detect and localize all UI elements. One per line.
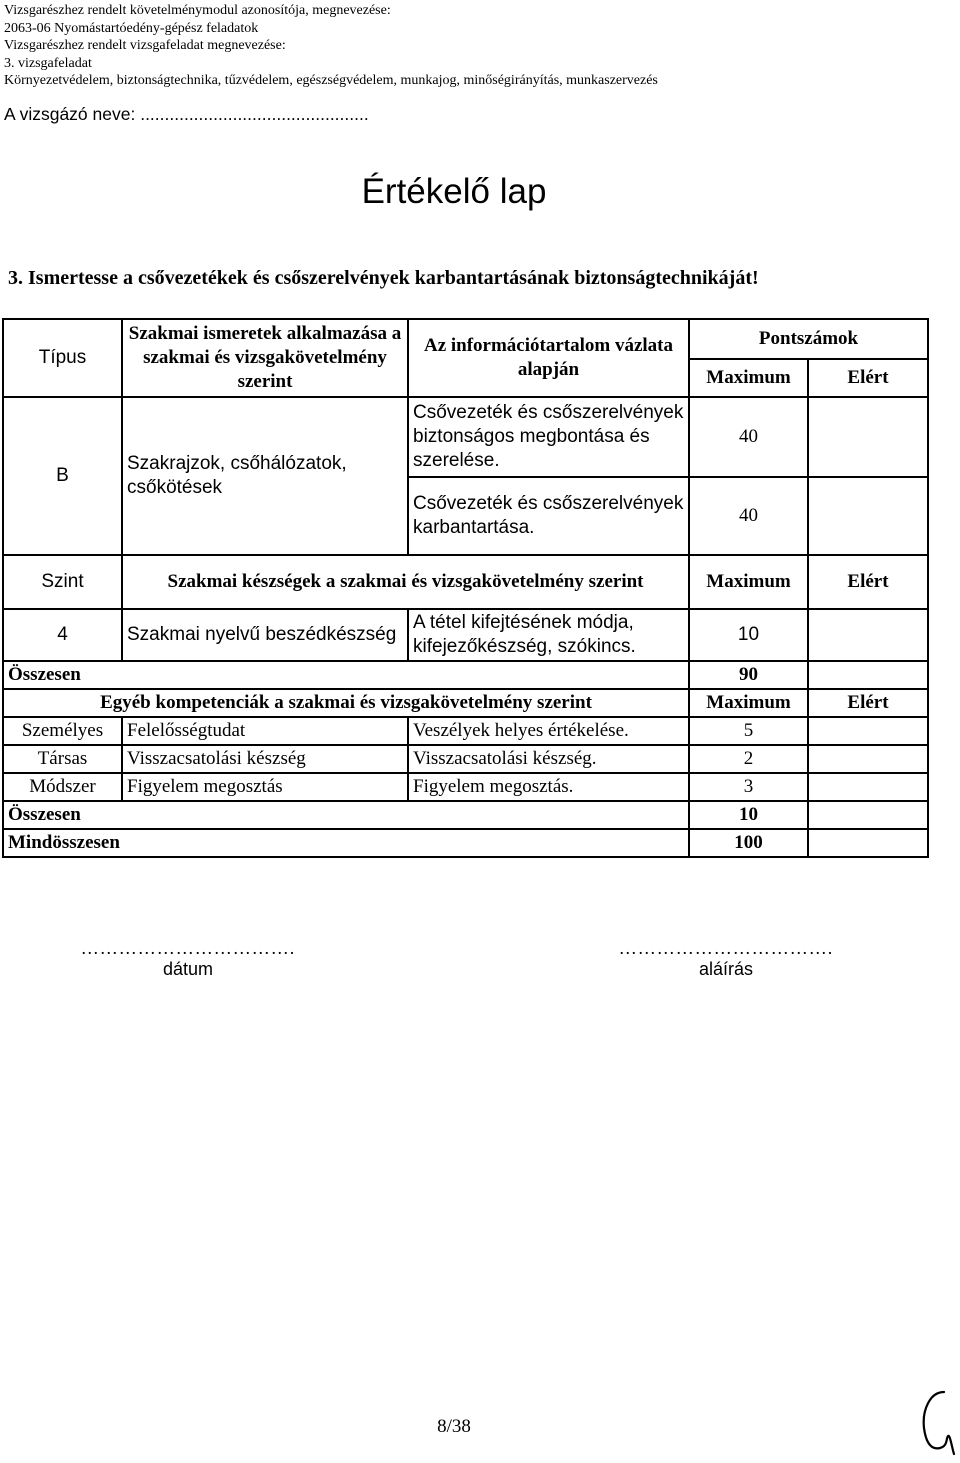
elert-cell [808,773,928,801]
content-cell: Visszacsatolási készség. [408,745,689,773]
subtotal-max: 90 [689,661,808,689]
elert-cell [808,717,928,745]
col-maximum-header: Maximum [689,359,808,397]
content-cell: Veszélyek helyes értékelése. [408,717,689,745]
subtotal-max: 10 [689,801,808,829]
header-line: Vizsgarészhez rendelt követelménymodul azonosítója, megnevezése: [4,3,391,18]
candidate-label: A vizsgázó neve: [4,104,136,124]
col-szakmai-ismeretek-header: Szakmai ismeretek alkalmazása a szakmai és vizsgakövetelmény szerint [122,319,408,397]
skills-head-row [3,555,928,609]
subtotal-row [3,801,928,829]
question-text: 3. Ismertesse a csővezetékek és csőszerelvények karbantartásának biztonságtechnikáját! [8,267,759,289]
other-competences-header: Egyéb kompetenciák a szakmai és vizsgakövetelmény szerint [3,689,689,717]
header-line: 2063-06 Nyomástartóedény-gépész feladatok [4,20,259,36]
handwritten-initial-icon [918,1388,956,1458]
competence-cell: Figyelem megosztás [122,773,408,801]
competence-cell: Visszacsatolási készség [122,745,408,773]
signature-block [598,938,854,980]
subtotal-label: Összesen [3,801,689,829]
max-cell: 5 [689,717,808,745]
skills-maximum-header: Maximum [689,555,808,609]
skills-elert-header: Elért [808,555,928,609]
level-cell: 4 [3,609,122,661]
max-cell: 10 [689,609,808,661]
signature-label: aláírás [698,959,754,979]
header-line: 3. vizsgafeladat [4,55,92,71]
total-row [3,829,928,857]
candidate-name-line [4,104,369,125]
competence-type-cell: Társas [3,745,122,773]
subtotal-elert [808,801,928,829]
other-elert-header: Elért [808,689,928,717]
b-topic-cell: Szakrajzok, csőhálózatok, csőkötések [122,397,408,555]
subtotal-label: Összesen [3,661,689,689]
max-cell: 3 [689,773,808,801]
document-header [4,2,658,90]
total-label: Mindösszesen [3,829,689,857]
elert-cell [808,397,928,477]
evaluation-table [2,318,929,858]
date-label: dátum [162,959,214,979]
other-maximum-header: Maximum [689,689,808,717]
table-row [3,773,928,801]
elert-cell [808,609,928,661]
table-row [3,745,928,773]
competence-type-cell: Személyes [3,717,122,745]
total-max: 100 [689,829,808,857]
type-b-cell: B [3,397,122,555]
header-line: Vizsgarészhez rendelt vizsgafeladat megnevezése: [4,38,286,53]
max-cell: 40 [689,477,808,555]
date-signature-block [60,938,316,980]
header-line: Környezetvédelem, biztonságtechnika, tűzvédelem, egészségvédelem, munkajog, minőségirányítás, munkaszervezés [4,73,658,88]
elert-cell [808,745,928,773]
col-informacio-header: Az információtartalom vázlata alapján [408,319,689,397]
elert-cell [808,477,928,555]
table-row [3,717,928,745]
content-cell: Figyelem megosztás. [408,773,689,801]
other-head-row [3,689,928,717]
content-cell: Csővezeték és csőszerelvények karbantartása. [408,477,689,555]
szint-header: Szint [3,555,122,609]
col-tipus-header: Típus [3,319,122,397]
max-cell: 2 [689,745,808,773]
page-title: Értékelő lap [361,172,547,211]
skills-header: Szakmai készségek a szakmai és vizsgakövetelmény szerint [122,555,689,609]
subtotal-row [3,661,928,689]
col-elert-header: Elért [808,359,928,397]
max-cell: 40 [689,397,808,477]
col-pontszamok-header: Pontszámok [689,319,928,359]
content-cell: A tétel kifejtésének módja, kifejezőkészség, szókincs. [408,609,689,661]
competence-cell: Felelősségtudat [122,717,408,745]
date-dotted-line: ……………………………. [80,938,296,958]
subtotal-elert [808,661,928,689]
table-head-row [3,319,928,359]
page-number: 8/38 [437,1416,471,1437]
total-elert [808,829,928,857]
table-row [3,609,928,661]
content-cell: Csővezeték és csőszerelvények biztonságos megbontása és szerelése. [408,397,689,477]
candidate-value: ............................................... [140,104,369,124]
table-row [3,397,928,477]
competence-type-cell: Módszer [3,773,122,801]
skill-cell: Szakmai nyelvű beszédkészség [122,609,408,661]
signature-dotted-line: ……………………………. [618,938,834,958]
